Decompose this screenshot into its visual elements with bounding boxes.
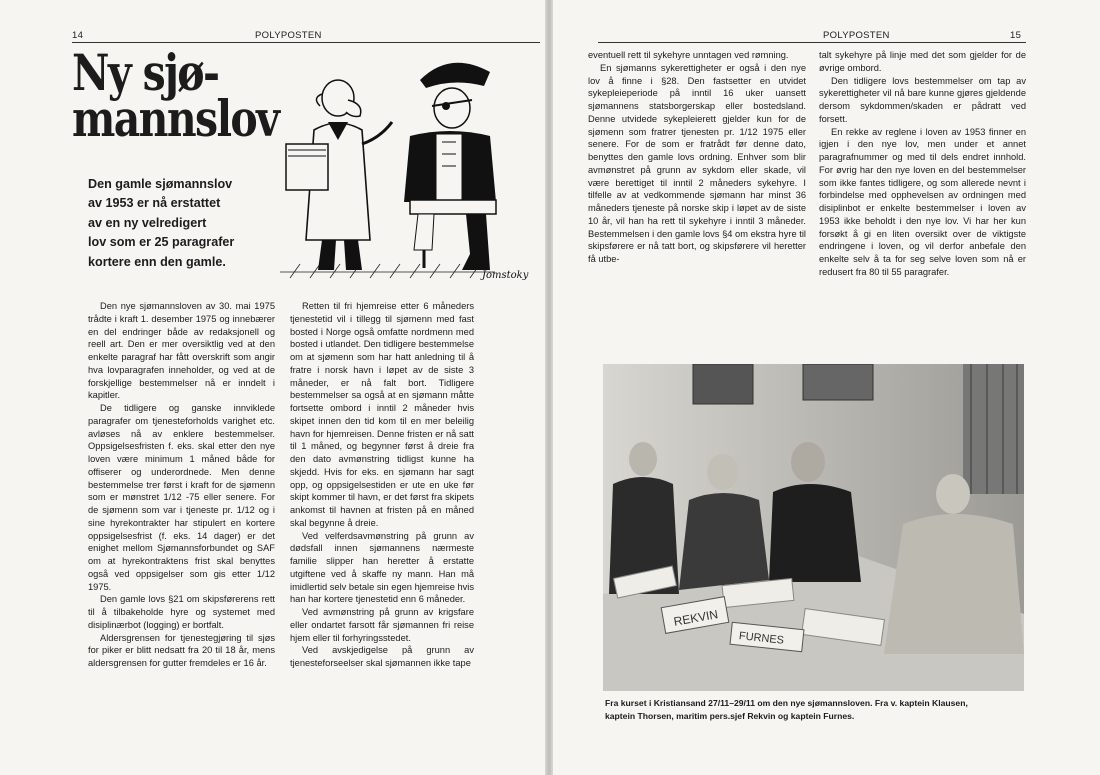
right-column-2 [819,49,1026,279]
lead-line: kortere enn den gamle. [88,254,226,269]
running-head-right: POLYPOSTEN [823,30,890,41]
official-figure [286,80,392,270]
paragraph: Ved avskjedigelse på grunn av tjenesteforseelser skal sjømannen ikke tape [290,645,474,668]
left-column-1 [88,300,275,670]
paragraph: En sjømanns sykerettigheter er også i den nye lov å finne i §28. Den fastsetter en utvidet sykepleieperiode på inntil 16 uker uansett sjømannens statsborgerskap eller bostedsland. Denne utvidede sykepleierett gjelder kun for de sjømenn som fratrer tjenesten pr. 1/12 1975 eller senere. For de som er fratrådt før denne dato, benyttes den gamle lovs ordning. Enhver som blir avmønstret på grunn av sykdom eller skade, vil være berettiget til inntil 2 måneders sykehyre. I tilfelle av at vedkommende sjømann har minst 36 måneders tjeneste på norske skip i løpet av de siste 10 år, vil han ha rett til sykehyre i inntil 3 måneder. Bestemmelsen i den gamle lovs §4 om ekstra hyre til skipsførere er nå tatt bort, og skipsførere vil heretter få utbe- [588,62,806,264]
left-page [0,0,545,775]
paragraph: Retten til fri hjemreise etter 6 måneders tjenestetid vil i tillegg til sjømenn med fast bosted i Norge også omfatte nordmenn med bosted i utlandet. Den tidligere bestemmelse om at sjømenn som har hatt anledning til å fratre i norsk havn i løpet av de siste 3 måneder, er nå falt bort. Tidligere bestemmelser sa også at en sjømann måtte fortsette ombord i inntil 2 måneder hvis skipet innen den tid kom til en mer beleilig havn for hjemreisen. Denne fristen er nå satt til 1 måned, og begynner først å dreie fra den dato avmønstring tidligst kunne ha skjedd. Hvis for eks. en sjømann har sagt opp, og oppsigelsestiden er ute en uke før skipt kommer til havn, er det først fra skipets ankomst til havnen at fristen på en måned skal begynne å dreie. [290,301,474,528]
caption-line: kaptein Thorsen, maritim pers.sjef Rekvin og kaptein Furnes. [605,710,855,721]
lead-line: av en ny velredigert [88,215,207,230]
paragraph: De tidligere og ganske innviklede paragrafer om tjenesteforholds varighet etc. avløses nå av enklere bestemmelser. Oppsigelsesfristen f. eks. skal etter den nye loven være minimum 1 måned både for offiserer og underordnede. Men denne bestemmelse trer først i kraft for de sjømenn som er mønstret 1/12 -75 eller senere. For de sjømenn som var i tjeneste pr. 1/12 og i sine hyrekontrakter har stipulert en kortere oppsigelsesfrist (f. eks. 14 dager) er det enighet mellom Sjømannsforbundet og SAF om at hyrekontraktens frist skal benyttes også ved oppsigelser som gis etter 1/12 1975. [88,403,275,592]
photo-illustration [603,364,1024,691]
page-number-right: 15 [1010,30,1022,41]
captain-figure [404,63,496,270]
paragraph: Aldersgrensen for tjenestegjøring til sjøs for piker er blitt nedsatt fra 20 til 18 år, mens aldersgrensen for gutter fremdeles er 16 år. [88,632,275,668]
cartoon-illustration [270,50,540,285]
right-column-1 [588,49,806,266]
paragraph: Den tidligere lovs bestemmelser om tap av sykerettigheter vil nå bare kunne gjøres gjeldende dersom sykdommen/skaden er pådratt ved forsett. [819,75,1026,124]
paragraph: eventuell rett til sykehyre unntagen ved rømning. [588,50,789,60]
cartoon-signature: Jomstoky [482,270,529,281]
page-number-left: 14 [72,30,84,41]
photo-caption [605,697,1025,722]
running-head-left: POLYPOSTEN [255,30,322,41]
paragraph: Ved avmønstring på grunn av krigsfare eller ondartet farsott får sjømannen fri reise hjem eller til forhyringsstedet. [290,607,474,643]
paragraph: talt sykehyre på linje med det som gjelder for de øvrige ombord. [819,50,1026,73]
left-column-2 [290,300,474,670]
book-gutter [545,0,553,775]
svg-text:REKVIN: REKVIN [672,607,720,629]
paragraph: En rekke av reglene i loven av 1953 finner en igjen i den nye lov, men under et annet paragrafnummer og med til dels endret innhold. For øvrig har den nye loven en del bestemmelser som ikke fantes tidligere, og som allerede nevnt i forbindelse med opphevelsen av ordningen med disiplinbot er enkelte bestemmelser i loven av 1953 ikke beholdt i den nye lov. Vi har her kun forsøkt å gi en liten oversikt over de viktigste endringene i loven, og vil derfor anbefale den enkelte selv å ta for seg selve loven som nå er redusert fra 80 til 55 paragrafer. [819,126,1026,277]
title-line: Ny sjø- [72,43,219,102]
title-line: mannslov [72,89,279,148]
paragraph: Den nye sjømannsloven av 30. mai 1975 trådte i kraft 1. desember 1975 og innebærer en del endringer både av redaksjonell og reell art. Den er mer oversiktlig ved at den enkelte paragraf har fått overskrift som angir hva lovparagrafen inneholder, og ved at de forskjellige bestemmelser nå er inndelt i kapitler. [88,301,275,401]
ground-hatching [280,264,495,278]
header-rule-right [598,42,1026,43]
svg-text:FURNES: FURNES [738,630,785,647]
lead-line: av 1953 er nå erstattet [88,196,221,211]
lead-line: Den gamle sjømannslov [88,177,233,191]
article-lead [88,175,278,272]
caption-line: Fra kurset i Kristiansand 27/11–29/11 om den nye sjømannsloven. Fra v. kaptein Klausen, [605,698,968,708]
article-title [72,43,279,148]
meeting-photo [603,364,1024,691]
lead-line: lov som er 25 paragrafer [88,235,235,250]
paragraph: Ved velferdsavmønstring på grunn av dødsfall innen sjømannens nærmeste familie slipper han heretter å erstatte utgiftene ved å skaffe ny mann. Han må imidlertid selv betale sin egen hjemreise hvis han har kortere tjenestetid enn 6 måneder. [290,530,474,605]
paragraph: Den gamle lovs §21 om skipsførerens rett til å tilbakeholde hyre og systemet med disiplinærbot (logging) er bortfalt. [88,594,275,630]
